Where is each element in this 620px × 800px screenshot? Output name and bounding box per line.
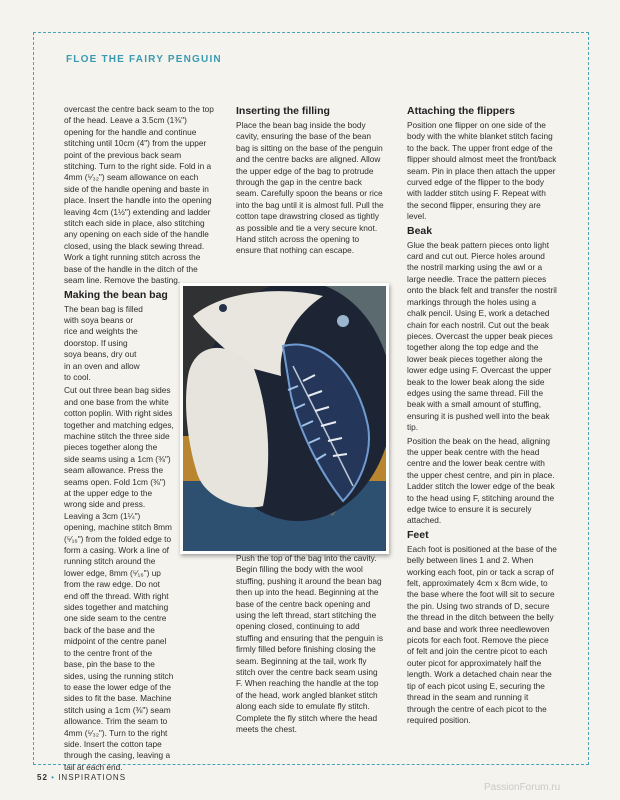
paragraph-filling: Place the bean bag inside the body cavity, ensuring the base of the bean bag is sitting on the base of the penguin and the centre backs are aligned. Allow the upper edge of the bag to protrude through the gap in the centre back seam. Carefully spoon the beans or rice into the bag until it is almost full. Pull the cotton tape drawstring closed as tightly as possible and tie a very secure knot. Hand stitch across the opening to ensure that nothing can escape. xyxy=(236,120,384,256)
column-right xyxy=(407,104,557,728)
penguin-photo xyxy=(180,283,389,554)
paragraph-flippers: Position one flipper on one side of the body with the white blanket stitch facing to the back. The upper front edge of the flipper should almost meet the front/back seam. Pin in place then attach the upper curved edge of the flipper to the body with ladder stitch using F. Repeat with the second flipper, ensuring they are level. xyxy=(407,120,557,222)
paragraph-bean-intro: The bean bag is filled with soya beans or rice and weights the doorstop. If using soya beans, dry out in an oven and allow to cool. xyxy=(64,303,143,382)
magazine-name: INSPIRATIONS xyxy=(58,773,127,782)
heading-inserting-filling: Inserting the filling xyxy=(236,105,330,117)
heading-beak: Beak xyxy=(407,224,433,237)
watermark: PassionForum.ru xyxy=(484,782,561,793)
paragraph-beak-position: Position the beak on the head, aligning the upper beak centre with the head centre and the lower beak centre with the upper chest centre, and pin in place. Ladder stitch the lower edge of the beak to the head using F, stitching around the edge twice to ensure it is securely attached. xyxy=(407,435,555,526)
column-middle-top xyxy=(236,104,386,259)
paragraph-beak-pattern: Glue the beak pattern pieces onto light card and cut out. Pierce holes around the nostril marking using the awl or a large needle. Trace the pattern pieces onto the black felt and transfer the nostril markings through the holes using a chalk pencil. Using E, work a detached chain for each nostril. Cut out the beak pieces. Overcast the upper beak pieces together along the top edge and the lower beak pieces together along the lower edge using F. Overcast the upper beak to the lower beak along the side edges using the same thread. Fill the beak with a small amount of stuffing, ensuring it is pushed well into the beak tip. xyxy=(407,239,557,433)
page-footer xyxy=(37,773,126,782)
paragraph-overcast: overcast the centre back seam to the top of the head. Leave a 3.5cm (1⅜") opening for the handle and continue stitching until 10cm (4") from the upper point of the previous back seam stitching. Turn to the right side. Fold in a 4mm (⁵⁄₃₂") seam allowance on each side of the handle opening and baste in place. Insert the handle into the opening leaving 4cm (1½") extending and ladder stitch each side in place, also stitching any opening on each side of the handle closed, using the black sewing thread. Work a tight running stitch across the base of the handle in the ditch of the seam line. Remove the basting. xyxy=(64,104,214,286)
paragraph-push-bag: Push the top of the bag into the cavity. Begin filling the body with the wool stuffing, pushing it around the bean bag then up into the head. Beginning at the base of the centre back opening and using the left thread, start stitching the opening closed, continuing to add stuffing and ensuring that the penguin is firmly filled before finishing closing the seam. Beginning at the tail, work fly stitch over the centre back seam using F. When reaching the handle at the top of the head, work angled blanket stitch along each side to emulate fly stitch. Complete the fly stitch where the head meets the chest. xyxy=(236,553,383,735)
heading-feet: Feet xyxy=(407,528,429,541)
footer-separator: • xyxy=(51,773,55,782)
page-title: FLOE THE FAIRY PENGUIN xyxy=(66,54,222,65)
penguin-illustration xyxy=(183,286,386,551)
paragraph-bean-steps: Cut out three bean bag sides and one base from the white cotton poplin. With right sides together and matching edges, machine stitch the three side pieces together along the side seams using a 1cm (⅜") seam allowance. Press the seams open. Fold 1cm (⅜") at the upper edge to the wrong side and press. Leaving a 3cm (1¼") opening, machine stitch 8mm (⁵⁄₁₆") from the folded edge to form a casing. Work a line of running stitch around the lower edge, 8mm (⁵⁄₁₆") up from the raw edge. Do not end off the thread. With right sides together and matching one side seam to the centre back of the base and the midpoint of the centre panel to the centre front of the base, pin the base to the sides, using the running stitch to ease the lower edge of the sides to fit the base. Machine stitch using a 1cm (⅜") seam allowance. Trim the seam to 4mm (⁵⁄₃₂"). Turn to the right side. Insert the cotton tape through the casing, leaving a tail at each end. xyxy=(64,385,174,772)
heading-making-bean-bag: Making the bean bag xyxy=(64,288,168,301)
paragraph-feet: Each foot is positioned at the base of the belly between lines 1 and 2. When working each foot, pin or tack a scrap of felt, approximately 4cm x 8cm wide, to the base where the foot will sit to secure the pin. Using two strands of D, secure the thread in the ditch between the belly and base and work three needlewoven picots for each foot. Remove the piece of felt and join the centre picot to each outer picot for approximately half the length. Work a detached chain near the tip of each picot using E, securing the thread in the seam and running it through the centre of each picot to the required position. xyxy=(407,543,557,725)
page-number: 52 xyxy=(37,773,48,782)
heading-attaching-flippers: Attaching the flippers xyxy=(407,105,515,117)
column-middle-bottom xyxy=(236,553,386,738)
